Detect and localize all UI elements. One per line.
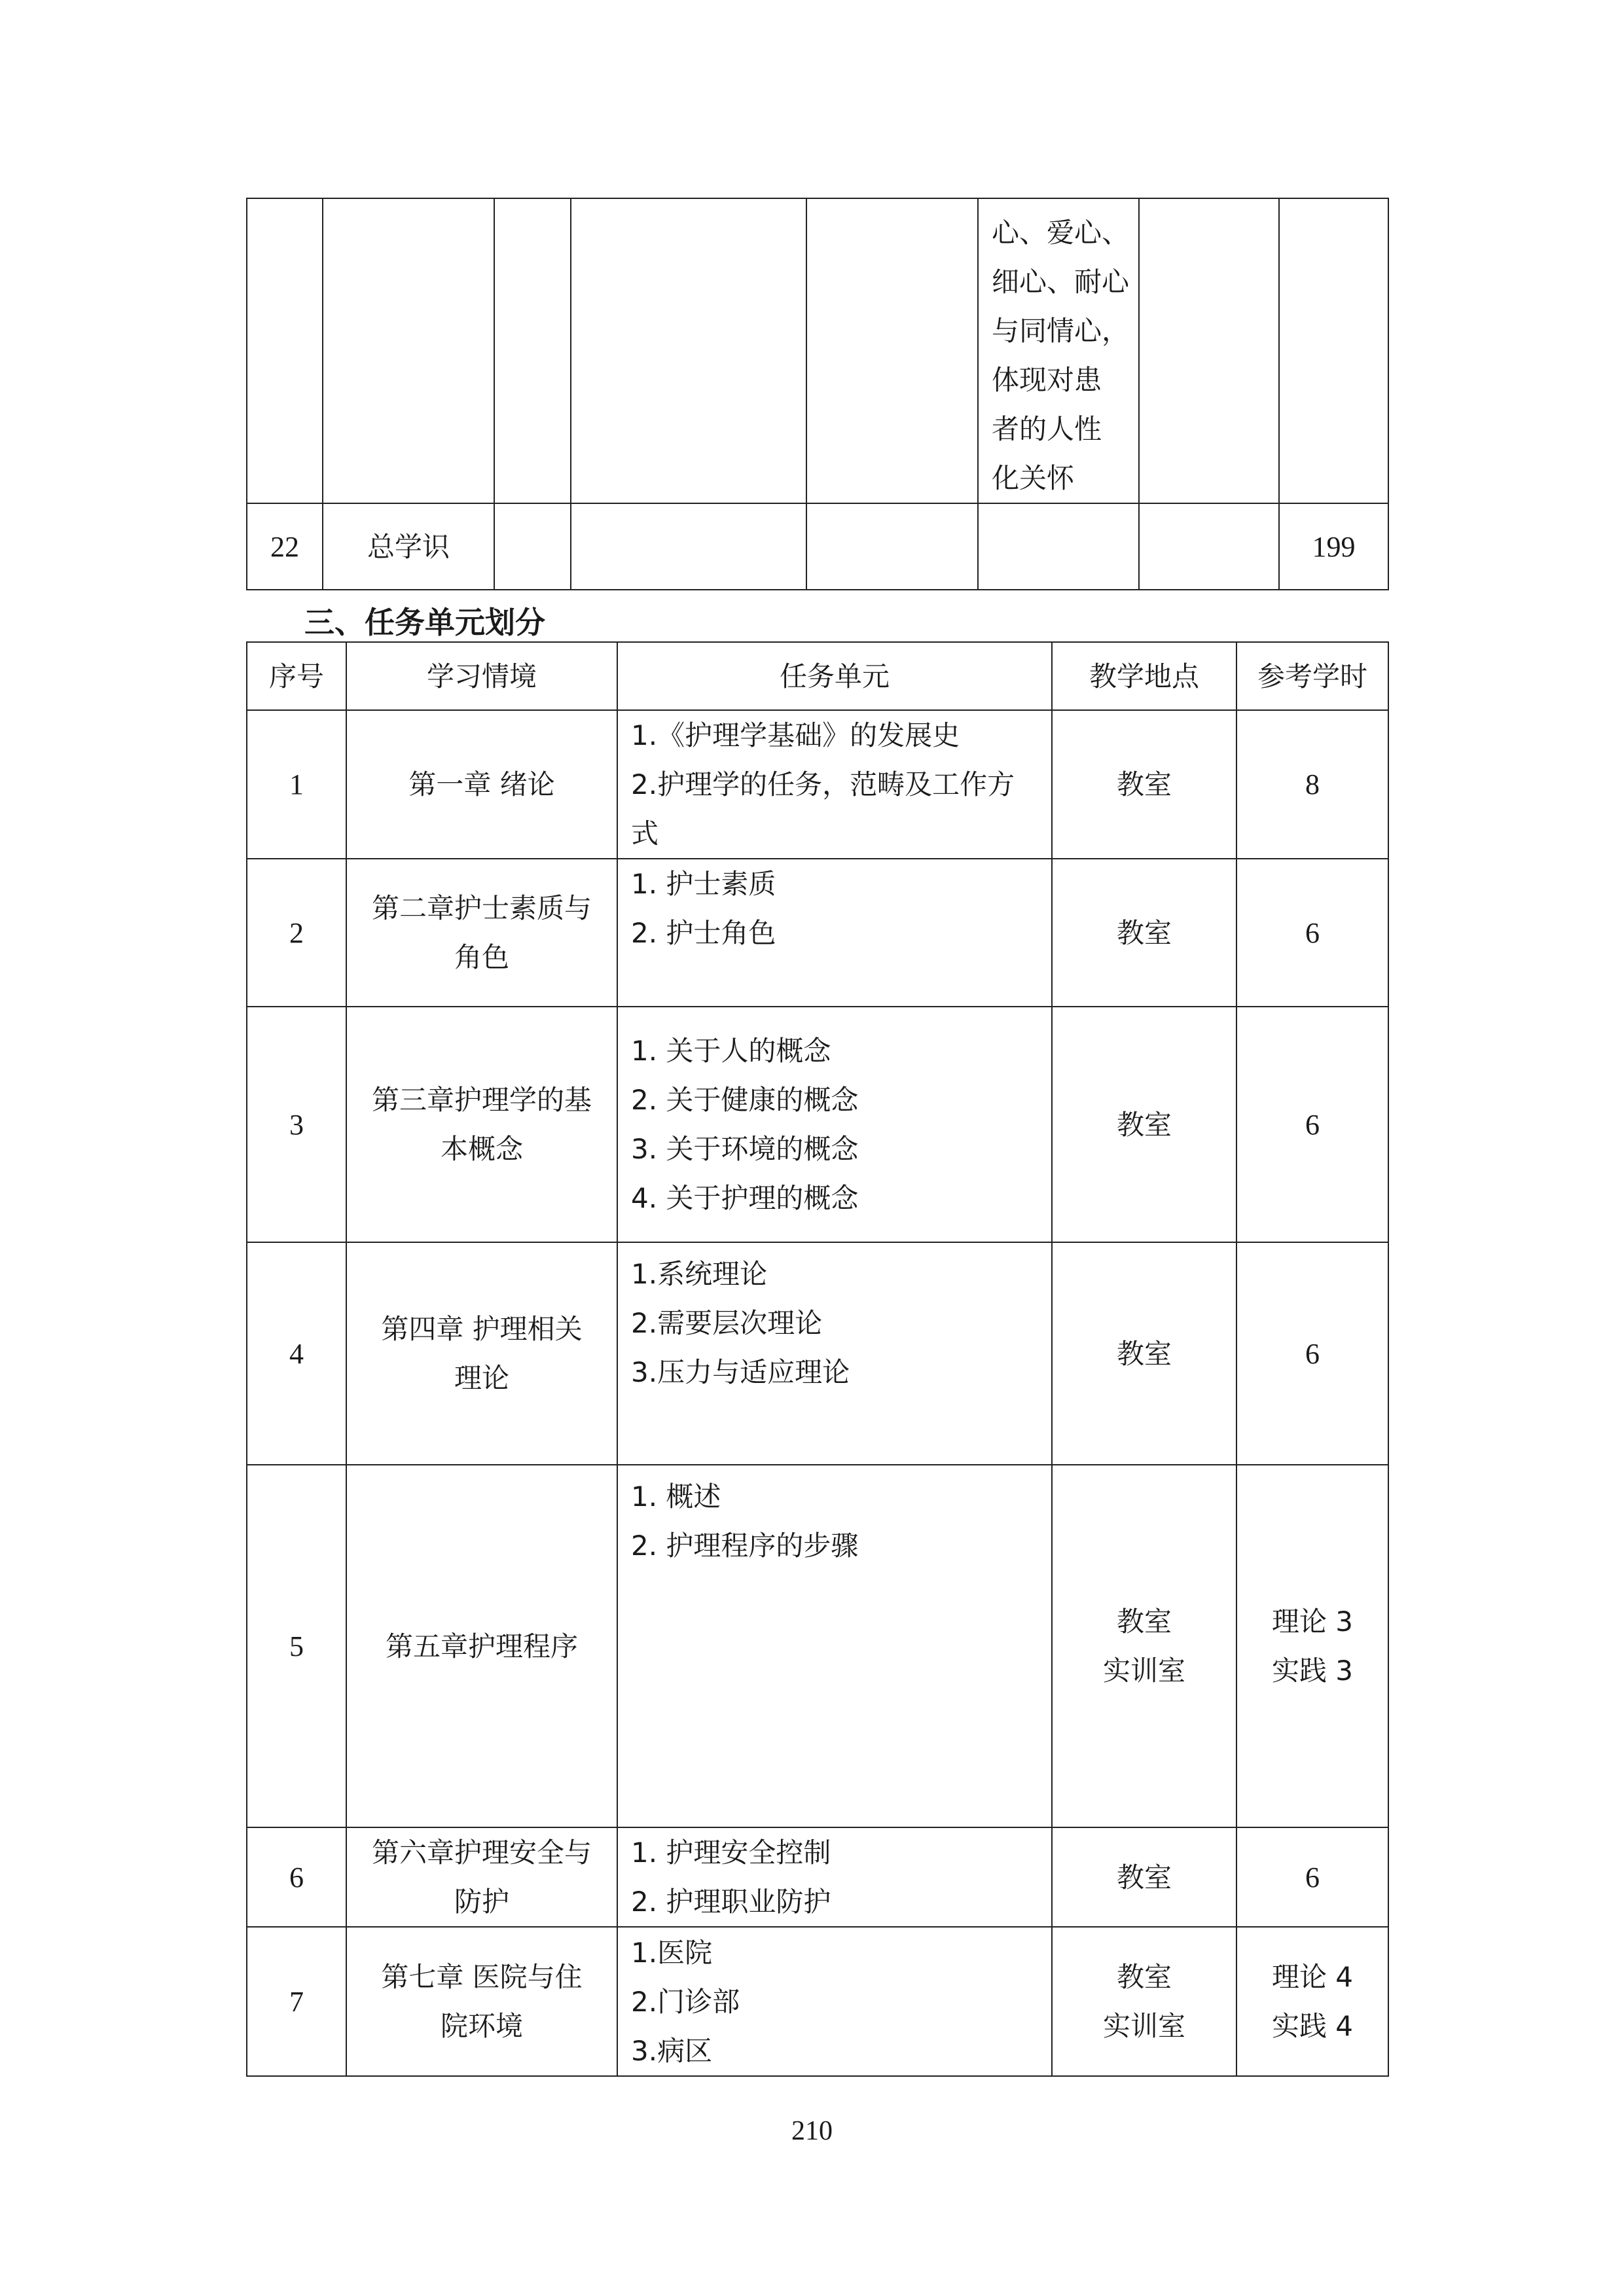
row-place	[1052, 710, 1236, 859]
text-line: 化关怀	[992, 462, 1075, 494]
row-tasks	[617, 1827, 1052, 1927]
table-row	[247, 1007, 1388, 1242]
task-line: 3. 关于环境的概念	[631, 1133, 859, 1165]
row-tasks	[617, 1927, 1052, 2076]
row-tasks	[617, 1007, 1052, 1242]
text-line: 第三章护理学的基	[371, 1084, 592, 1116]
empty-cell	[1279, 198, 1388, 503]
table-row	[247, 1242, 1388, 1465]
text-line: 教室	[1116, 1605, 1172, 1638]
header-situation: 学习情境	[346, 642, 617, 710]
task-line: 1. 关于人的概念	[631, 1035, 831, 1067]
text-line: 理论 3	[1271, 1605, 1354, 1638]
text-line: 教室	[1116, 1337, 1172, 1370]
text-line: 6	[1305, 1337, 1320, 1370]
text-line: 教室	[1116, 1108, 1172, 1141]
empty-cell	[1139, 503, 1279, 590]
empty-cell	[494, 198, 571, 503]
section-heading: 三、任务单元划分	[304, 605, 545, 640]
text-line: 第一章 绪论	[408, 768, 555, 800]
task-line: 2.需要层次理论	[631, 1307, 823, 1339]
row-place	[1052, 1007, 1236, 1242]
row-situation	[346, 1927, 617, 2076]
row-situation	[346, 1827, 617, 1927]
row-hours	[1236, 1007, 1388, 1242]
row-tasks	[617, 859, 1052, 1007]
row-no: 3	[247, 1007, 346, 1242]
empty-cell	[323, 198, 494, 503]
header-place: 教学地点	[1052, 642, 1236, 710]
row-situation	[346, 1465, 617, 1827]
table-row	[247, 1927, 1388, 2076]
row-situation	[346, 859, 617, 1007]
empty-cell	[571, 198, 806, 503]
text-line: 教室	[1116, 916, 1172, 949]
task-line: 2. 护理程序的步骤	[631, 1530, 859, 1562]
text-line: 第四章 护理相关	[381, 1313, 583, 1345]
table-row	[247, 1465, 1388, 1827]
empty-cell	[978, 503, 1139, 590]
row-hours	[1236, 1465, 1388, 1827]
row-no: 5	[247, 1465, 346, 1827]
empty-cell	[247, 198, 323, 503]
row-place	[1052, 1242, 1236, 1465]
text-line: 实训室	[1102, 1655, 1185, 1687]
text-line: 实践 3	[1271, 1655, 1354, 1687]
row-tasks	[617, 1242, 1052, 1465]
row-place	[1052, 1465, 1236, 1827]
row-no: 4	[247, 1242, 346, 1465]
text-line: 心、爱心、	[992, 217, 1130, 249]
row-hours	[1236, 1827, 1388, 1927]
row-hours	[1236, 1927, 1388, 2076]
task-line: 3.病区	[631, 2034, 713, 2067]
total-hours: 199	[1279, 503, 1388, 590]
row-hours	[1236, 859, 1388, 1007]
continued-table	[246, 198, 1389, 590]
text-line: 者的人性	[992, 413, 1102, 445]
total-label: 总学识	[323, 503, 494, 590]
text-line: 实践 4	[1271, 2010, 1354, 2042]
row-situation	[346, 1007, 617, 1242]
task-line: 3.压力与适应理论	[631, 1356, 850, 1388]
text-line: 第七章 医院与住	[381, 1961, 583, 1993]
task-line: 2.门诊部	[631, 1985, 740, 2018]
task-line: 式	[631, 817, 659, 850]
text-line: 细心、耐心	[992, 266, 1130, 298]
task-line: 2. 护士角色	[631, 917, 776, 949]
row-tasks	[617, 710, 1052, 859]
task-line: 1.《护理学基础》的发展史	[631, 719, 960, 751]
row-no: 2	[247, 859, 346, 1007]
text-line: 教室	[1116, 1961, 1172, 1993]
text-line: 本概念	[440, 1133, 523, 1165]
text-line: 6	[1305, 1861, 1320, 1893]
page-number: 210	[791, 2116, 833, 2146]
task-line: 1. 概述	[631, 1480, 721, 1513]
task-line: 1.系统理论	[631, 1258, 768, 1290]
text-line: 院环境	[440, 2010, 523, 2042]
text-line: 角色	[454, 941, 509, 973]
row-tasks	[617, 1465, 1052, 1827]
row-no: 6	[247, 1827, 346, 1927]
row-place	[1052, 1927, 1236, 2076]
table-row	[247, 859, 1388, 1007]
text-line: 理论	[454, 1362, 509, 1394]
task-unit-table	[246, 641, 1389, 2077]
task-line: 1.医院	[631, 1936, 713, 1969]
row-place	[1052, 859, 1236, 1007]
empty-cell	[806, 503, 978, 590]
header-no: 序号	[247, 642, 346, 710]
empty-cell	[1139, 198, 1279, 503]
task-line: 2. 护理职业防护	[631, 1886, 831, 1918]
text-line: 防护	[454, 1886, 509, 1918]
text-line: 理论 4	[1271, 1961, 1354, 1993]
text-line: 实训室	[1102, 2010, 1185, 2042]
task-line: 1. 护理安全控制	[631, 1837, 831, 1869]
empty-cell	[494, 503, 571, 590]
empty-cell	[806, 198, 978, 503]
table-row	[247, 1827, 1388, 1927]
continued-row	[247, 198, 1388, 503]
text-line: 教室	[1116, 1861, 1172, 1893]
text-line: 6	[1305, 916, 1320, 949]
text-line: 8	[1305, 768, 1320, 800]
ideology-goal-cell	[978, 198, 1139, 503]
text-line: 与同情心，	[992, 315, 1130, 347]
header-hours: 参考学时	[1236, 642, 1388, 710]
total-index: 22	[247, 503, 323, 590]
text-line: 体现对患	[992, 364, 1102, 396]
row-situation	[346, 710, 617, 859]
row-hours	[1236, 1242, 1388, 1465]
row-hours	[1236, 710, 1388, 859]
text-line: 6	[1305, 1108, 1320, 1141]
task-line: 1. 护士素质	[631, 868, 776, 900]
row-situation	[346, 1242, 617, 1465]
text-line: 第二章护士素质与	[371, 892, 592, 924]
table-row	[247, 710, 1388, 859]
empty-cell	[571, 503, 806, 590]
header-row	[247, 642, 1388, 710]
row-no: 7	[247, 1927, 346, 2076]
task-line: 2. 关于健康的概念	[631, 1084, 859, 1116]
total-row	[247, 503, 1388, 590]
row-no: 1	[247, 710, 346, 859]
task-line: 4. 关于护理的概念	[631, 1182, 859, 1214]
task-line: 2.护理学的任务，范畴及工作方	[631, 768, 1015, 800]
text-line: 第六章护理安全与	[371, 1837, 592, 1869]
row-place	[1052, 1827, 1236, 1927]
text-line: 教室	[1116, 768, 1172, 800]
header-tasks: 任务单元	[617, 642, 1052, 710]
text-line: 第五章护理程序	[385, 1630, 578, 1662]
